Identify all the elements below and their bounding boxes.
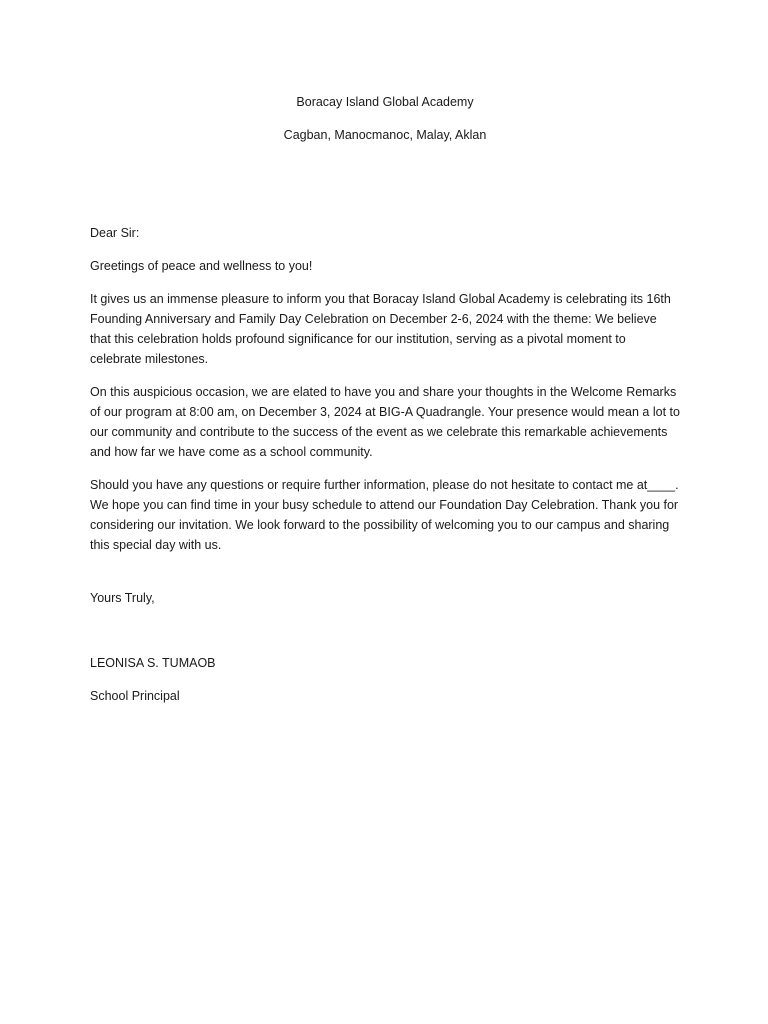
letter-body: [90, 92, 680, 706]
greeting: Greetings of peace and wellness to you!: [90, 259, 313, 273]
salutation: Dear Sir:: [90, 226, 140, 240]
signer-title: School Principal: [90, 689, 180, 703]
organization-name: Boracay Island Global Academy: [296, 95, 474, 109]
organization-address: Cagban, Manocmanoc, Malay, Aklan: [283, 128, 487, 142]
paragraph-invitation: On this auspicious occasion, we are elated to have you and share your thoughts in the Welcome Remarks of our program at 8:00 am, on December 3, 2024 at BIG-A Quadrangle. Your presence would mean a lot to our community and contribute to the success of the event as we celebrate this remarkable achievements and how far we have come as a school community.: [90, 385, 680, 459]
paragraph-contact: Should you have any questions or require further information, please do not hesitate to contact me at____. We hope you can find time in your busy schedule to attend our Foundation Day Celebration. Thank you for considering our invitation. We look forward to the possibility of welcoming you to our campus and sharing this special day with us.: [90, 478, 679, 552]
closing: Yours Truly,: [90, 591, 155, 605]
signer-name: LEONISA S. TUMAOB: [90, 656, 216, 670]
paragraph-announcement: It gives us an immense pleasure to inform you that Boracay Island Global Academy is celebrating its 16th Founding Anniversary and Family Day Celebration on December 2-6, 2024 with the theme: We believe that this celebration holds profound significance for our institution, serving as a pivotal moment to celebrate milestones.: [90, 292, 671, 366]
